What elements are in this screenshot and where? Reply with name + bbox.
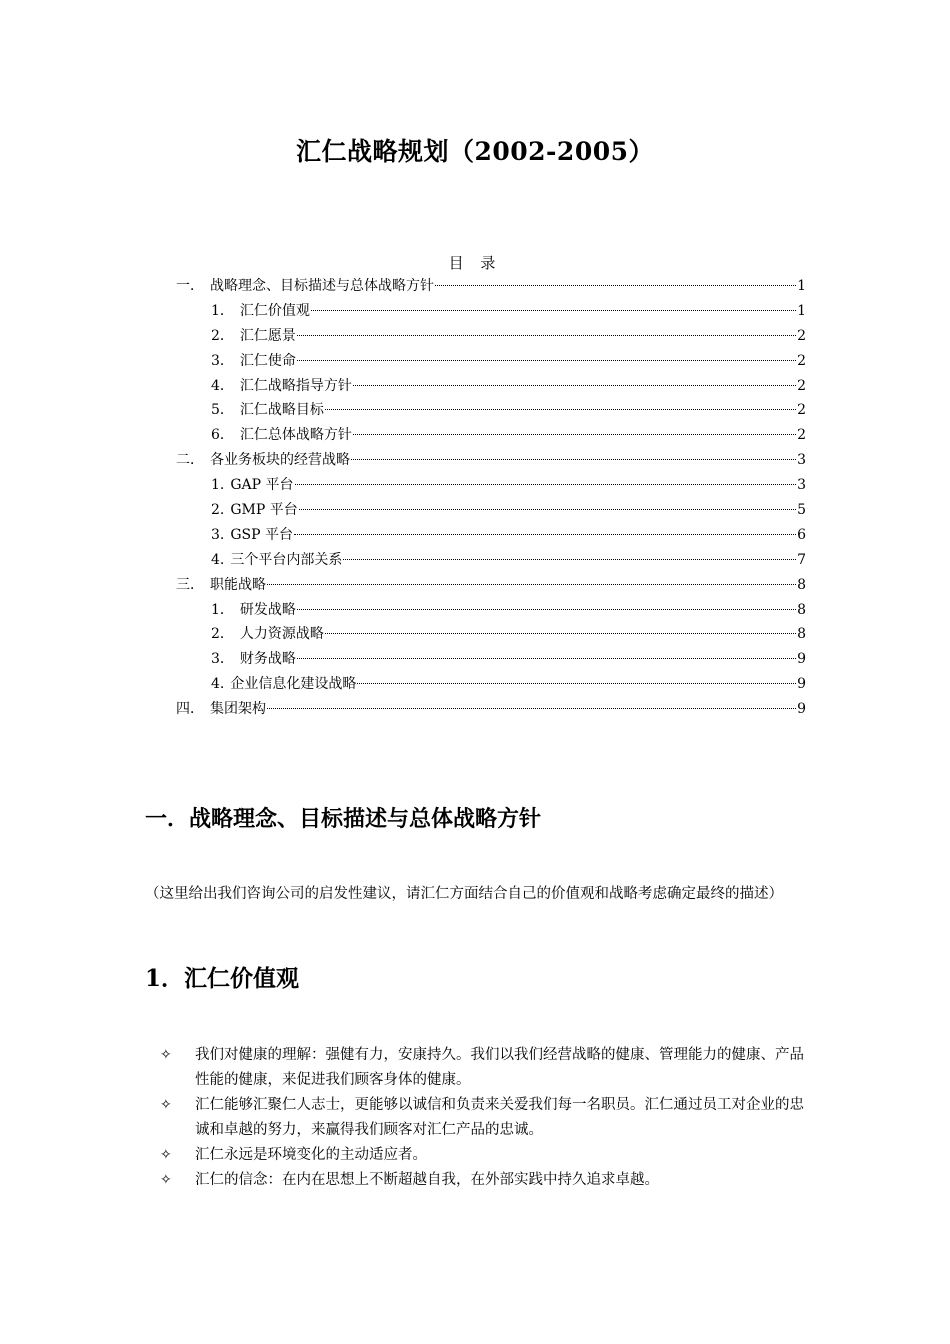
toc-entry-number: 4． — [211, 377, 234, 394]
toc-dot-leader — [297, 335, 796, 336]
toc-entry[interactable] — [176, 573, 806, 598]
toc-entry[interactable] — [176, 423, 806, 448]
section-heading: 一．战略理念、目标描述与总体战略方针 — [145, 807, 542, 832]
value-bullet-list — [160, 1043, 810, 1193]
list-item-text: 汇仁永远是环境变化的主动适应者。 — [195, 1147, 427, 1163]
toc-entry-page: 5 — [797, 502, 806, 519]
list-item-text: 我们对健康的理解：强健有力，安康持久。我们以我们经营战略的健康、管理能力的健康、产品性能的健康，来促进我们顾客身体的健康。 — [195, 1047, 804, 1088]
toc-entry-page: 2 — [797, 377, 806, 394]
toc-dot-leader — [343, 559, 796, 560]
toc-entry-page: 1 — [797, 302, 806, 319]
toc-entry-number: 2. — [211, 502, 225, 519]
toc-entry-label: 汇仁使命 — [239, 352, 296, 369]
toc-entry-page: 2 — [797, 402, 806, 419]
toc-entry-page: 2 — [797, 427, 806, 444]
toc-entry-page: 8 — [797, 601, 806, 618]
toc-entry[interactable] — [176, 473, 806, 498]
toc-dot-leader — [297, 609, 796, 610]
toc-entry-page: 6 — [797, 526, 806, 543]
toc-entry[interactable] — [176, 299, 806, 324]
toc-entry-page: 8 — [797, 626, 806, 643]
toc-dot-leader — [267, 708, 796, 709]
toc-entry[interactable] — [176, 498, 806, 523]
toc-entry-number: 3． — [211, 352, 234, 369]
toc-entry-number: 二． — [176, 452, 204, 469]
toc-entry[interactable] — [176, 398, 806, 423]
toc-entry-label: 战略理念、目标描述与总体战略方针 — [210, 278, 434, 294]
subsection-heading: 1．汇仁价值观 — [145, 965, 300, 992]
toc-entry-number: 三． — [176, 576, 204, 593]
toc-entry-number: 3. — [211, 526, 225, 543]
toc-entry-number: 4. — [211, 676, 225, 693]
toc-entry-label: 职能战略 — [210, 576, 266, 593]
toc-entry-number: 6． — [211, 427, 234, 444]
toc-entry-page: 9 — [797, 651, 806, 668]
toc-dot-leader — [353, 385, 796, 386]
toc-entry-label: 汇仁总体战略方针 — [239, 427, 352, 444]
toc-entry[interactable] — [176, 274, 806, 299]
list-item — [160, 1043, 810, 1093]
toc-dot-leader — [357, 683, 796, 684]
toc-entry-label: 各业务板块的经营战略 — [210, 452, 350, 469]
toc-entry-label: 汇仁愿景 — [239, 327, 296, 344]
toc-entry-page: 2 — [797, 352, 806, 369]
toc-entry-page: 9 — [797, 676, 806, 693]
toc-entry-number: 一． — [176, 278, 204, 294]
toc-entry[interactable] — [176, 374, 806, 399]
toc-dot-leader — [435, 285, 796, 286]
toc-entry-number: 1. — [211, 477, 225, 494]
list-item-text: 汇仁能够汇聚仁人志士，更能够以诚信和负责来关爱我们每一名职员。汇仁通过员工对企业的忠诚和卓越的努力，来赢得我们顾客对汇仁产品的忠诚。 — [195, 1097, 804, 1138]
toc-entry-page: 2 — [797, 327, 806, 344]
section-note: （这里给出我们咨询公司的启发性建议，请汇仁方面结合自己的价值观和战略考虑确定最终的描述） — [145, 886, 783, 902]
diamond-bullet-icon: ✧ — [160, 1147, 172, 1163]
toc-dot-leader — [294, 534, 796, 535]
toc-entry-label: 汇仁价值观 — [239, 302, 310, 319]
document-title: 汇仁战略规划（2002-2005） — [295, 137, 655, 166]
toc-entry-label: 财务战略 — [239, 651, 296, 668]
toc-entry-label: 汇仁战略指导方针 — [239, 377, 352, 394]
toc-entry-label: 研发战略 — [239, 601, 296, 618]
diamond-bullet-icon: ✧ — [160, 1172, 172, 1188]
toc-dot-leader — [297, 360, 796, 361]
toc-entry[interactable] — [176, 548, 806, 573]
toc-entry[interactable] — [176, 622, 806, 647]
toc-entry-page: 3 — [797, 477, 806, 494]
toc-dot-leader — [299, 509, 796, 510]
toc-dot-leader — [267, 584, 796, 585]
toc-entry-label: 三个平台内部关系 — [230, 551, 343, 568]
list-item-text: 汇仁的信念：在内在思想上不断超越自我，在外部实践中持久追求卓越。 — [195, 1172, 659, 1188]
diamond-bullet-icon: ✧ — [160, 1097, 172, 1113]
toc-dot-leader — [311, 310, 796, 311]
toc-entry-label: GSP 平台 — [230, 526, 294, 543]
toc-entry-number: 1． — [211, 302, 234, 319]
toc-entry-label: 汇仁战略目标 — [239, 402, 324, 419]
table-of-contents — [176, 274, 806, 722]
toc-entry[interactable] — [176, 598, 806, 623]
toc-entry[interactable] — [176, 647, 806, 672]
toc-entry-label: 企业信息化建设战略 — [230, 676, 357, 693]
toc-entry[interactable] — [176, 523, 806, 548]
toc-entry-page: 8 — [797, 576, 806, 593]
toc-dot-leader — [295, 484, 797, 485]
toc-entry-page: 7 — [797, 551, 806, 568]
toc-entry-label: GAP 平台 — [230, 477, 294, 494]
toc-dot-leader — [297, 658, 796, 659]
toc-entry-label: 集团架构 — [210, 701, 266, 718]
toc-entry-number: 四． — [176, 701, 204, 718]
toc-entry-number: 2． — [211, 626, 234, 643]
list-item — [160, 1168, 810, 1193]
toc-entry-label: GMP 平台 — [230, 502, 298, 519]
toc-entry[interactable] — [176, 697, 806, 722]
toc-entry-label: 人力资源战略 — [239, 626, 324, 643]
toc-entry-number: 5． — [211, 402, 234, 419]
toc-dot-leader — [353, 434, 796, 435]
toc-dot-leader — [351, 459, 796, 460]
diamond-bullet-icon: ✧ — [160, 1047, 172, 1063]
toc-entry[interactable] — [176, 324, 806, 349]
toc-entry-page: 1 — [797, 278, 806, 294]
toc-dot-leader — [325, 409, 796, 410]
toc-entry-number: 2． — [211, 327, 234, 344]
toc-entry-page: 3 — [797, 452, 806, 469]
toc-heading: 目 录 — [448, 254, 502, 272]
toc-entry-number: 4. — [211, 551, 225, 568]
list-item — [160, 1093, 810, 1143]
toc-entry-page: 9 — [797, 701, 806, 718]
toc-entry[interactable] — [176, 349, 806, 374]
toc-entry[interactable] — [176, 672, 806, 697]
toc-entry[interactable] — [176, 448, 806, 473]
toc-entry-number: 1． — [211, 601, 234, 618]
toc-dot-leader — [325, 633, 796, 634]
toc-entry-number: 3． — [211, 651, 234, 668]
list-item — [160, 1143, 810, 1168]
